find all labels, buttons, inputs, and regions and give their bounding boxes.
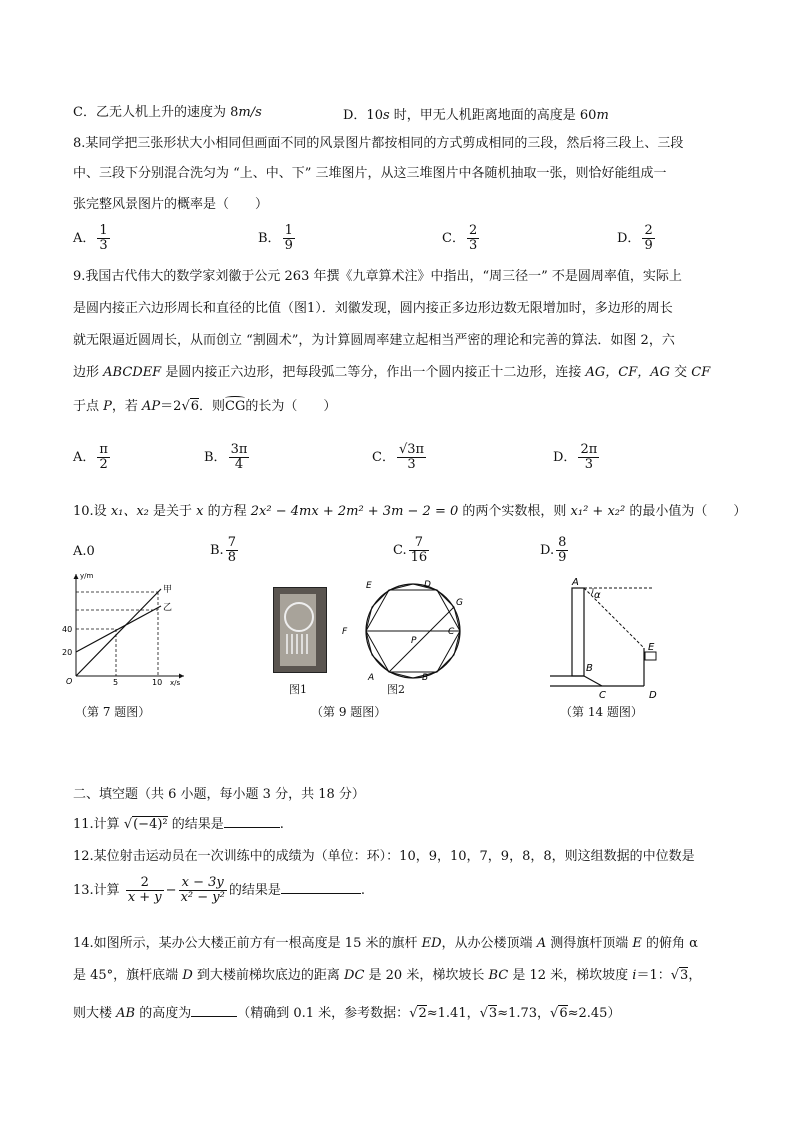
fig7-tick-5: 5 [113, 678, 119, 686]
fig14-point-a: A [572, 577, 579, 588]
q14-line-2: 是 45°，旗杆底端 D 到大楼前梯坎底边的距离 DC 是 20 米，梯坎坡长 BC 是 12 米，梯坎坡度 i＝1：√3， [73, 968, 702, 983]
q9-line-5: 于点 P，若 AP＝2√6．则 CG的长为（ ） [73, 398, 336, 416]
fig9-caption: （第 9 题图） [311, 705, 387, 719]
q10-option-d[interactable]: D. $\frac{8}{9}$ [540, 535, 567, 565]
q14-line-1: 14.如图所示，某办公大楼正前方有一根高度是 15 米的旗杆 ED，从办公楼顶端 A 测得旗杆顶端 E 的俯角 α [73, 936, 698, 951]
q9-line-1: 9.我国古代伟大的数学家刘徽于公元 263 年撰《九章算术注》中指出，“周三径一” 不是圆周率值，实际上 [73, 269, 682, 284]
q11-answer-blank[interactable] [224, 815, 280, 828]
fig14-building [572, 588, 584, 676]
q8-option-c[interactable]: C． $\frac{2}{3}$ [442, 223, 478, 253]
q9-option-c[interactable]: C． $\frac{√3\pi}{3}$ [372, 442, 425, 472]
fig14-flag [645, 652, 656, 660]
q8-line-2: 中、三段下分别混合洗匀为 “上、中、下” 三堆图片，从这三堆图片中各随机抽取一张，则恰好能组成一 [73, 166, 667, 181]
fig9-point-g: G [456, 598, 463, 608]
fig14-point-b: B [586, 663, 593, 674]
fig14-sight-line [584, 588, 644, 648]
fig7-xlabel: x/s [170, 679, 181, 686]
fig9-point-d: D [424, 580, 431, 590]
q7-option-c: C．乙无人机上升的速度为 8m/s [73, 105, 262, 120]
fig7-tick-40: 40 [62, 625, 73, 634]
q8-option-d[interactable]: D． $\frac{2}{9}$ [617, 223, 653, 253]
fig7-graph [58, 568, 188, 686]
fig14-point-e: E [648, 642, 655, 653]
fig14-diagram [548, 574, 668, 702]
q8-option-a[interactable]: A． $\frac{1}{3}$ [73, 223, 108, 253]
q14-answer-blank[interactable] [191, 1004, 237, 1017]
fig14-alpha: α [594, 590, 601, 601]
fig7-x-arrow-icon [179, 674, 184, 679]
fig9-book-photo [273, 587, 327, 673]
q9-line-2: 是圆内接正六边形周长和直径的比值（图1）．刘徽发现，圆内接正多边形边数无限增加时，多边形的周长 [73, 301, 673, 316]
fig7-caption: （第 7 题图） [75, 705, 151, 719]
fig7-tick-10: 10 [152, 678, 163, 686]
q8-line-1: 8.某同学把三张形状大小相同但画面不同的风景图片都按相同的方式剪成相同的三段，然后将三段上、三段 [73, 136, 684, 151]
q8-option-b[interactable]: B． $\frac{1}{9}$ [258, 223, 293, 253]
fig14-caption: （第 14 题图） [560, 705, 643, 719]
q10-stem: 10.设 x₁、x₂ 是关于 x 的方程 2x² − 4mx + 2m² + 3m − 2 = 0 的两个实数根，则 x₁² + x₂² 的最小值为（ ） [73, 504, 747, 519]
q13-answer-blank[interactable] [281, 881, 361, 894]
fig7-label-yi: 乙 [163, 603, 173, 613]
q11: 11.计算 √(−4)² 的结果是 . [73, 817, 284, 832]
q9-line-4: 边形 ABCDEF 是圆内接正六边形，把每段弧二等分，作出一个圆内接正十二边形，连接 AG，CF，AG 交 CF [73, 365, 711, 380]
fig9-point-e: E [366, 581, 372, 591]
fig7-origin: O [66, 677, 73, 686]
q7-option-d: D．10s 时，甲无人机距离地面的高度是 60m [343, 108, 609, 123]
q12: 12.某位射击运动员在一次训练中的成绩为（单位：环）：10，9，10，7，9，8，8，则这组数据的中位数是 [73, 849, 695, 864]
q9-option-d[interactable]: D． $\frac{2\pi}{3}$ [553, 442, 598, 472]
q10-option-b[interactable]: B. $\frac{7}{8}$ [210, 535, 236, 565]
fig7-label-jia: 甲 [163, 585, 173, 595]
fig9-sub2: 图2 [387, 683, 405, 696]
fig14-angle-arc [591, 588, 593, 595]
q9-option-a[interactable]: A． $\frac{\pi}{2}$ [73, 442, 108, 472]
q14-line-3: 则大楼 AB 的高度为 （精确到 0.1 米，参考数据：√2≈1.41，√3≈1.73，√6≈2.45） [73, 1006, 621, 1021]
q9-option-b[interactable]: B． $\frac{3\pi}{4}$ [204, 442, 248, 472]
fig9-point-c: C [448, 627, 455, 637]
fig7-tick-20: 20 [62, 648, 73, 657]
fig14-slope-bc [584, 676, 602, 686]
q10-option-c[interactable]: C. $\frac{7}{16}$ [393, 535, 428, 565]
fig14-point-c: C [599, 690, 606, 701]
fig14-point-d: D [649, 690, 657, 701]
fig9-circle-diagram [338, 576, 468, 684]
fig9-point-p: P [411, 636, 417, 646]
section-2-title: 二、填空题（共 6 小题，每小题 3 分，共 18 分） [73, 787, 365, 802]
q8-line-3: 张完整风景图片的概率是（ ） [73, 197, 269, 212]
fig7-line-jia [76, 589, 161, 676]
fig9-point-b: B [422, 673, 429, 683]
fig9-point-f: F [342, 627, 348, 637]
fig9-sub1: 图1 [289, 683, 307, 696]
fig7-y-arrow-icon [74, 574, 79, 579]
fig7-ylabel: y/m [80, 572, 94, 580]
fig9-line-ag [389, 607, 454, 672]
q13: 13.计算 $\frac{2}{x + y}$ − $\frac{x - 3y}{\text{x² − y²}}$ 的结果是 . [73, 875, 365, 905]
q10-option-a[interactable]: A.0 [73, 544, 95, 559]
q9-line-3: 就无限逼近圆周长，从而创立 “割圆术”，为计算圆周率建立起相当严密的理论和完善的算法．如图 2，六 [73, 333, 675, 348]
fig9-point-a: A [368, 673, 375, 683]
